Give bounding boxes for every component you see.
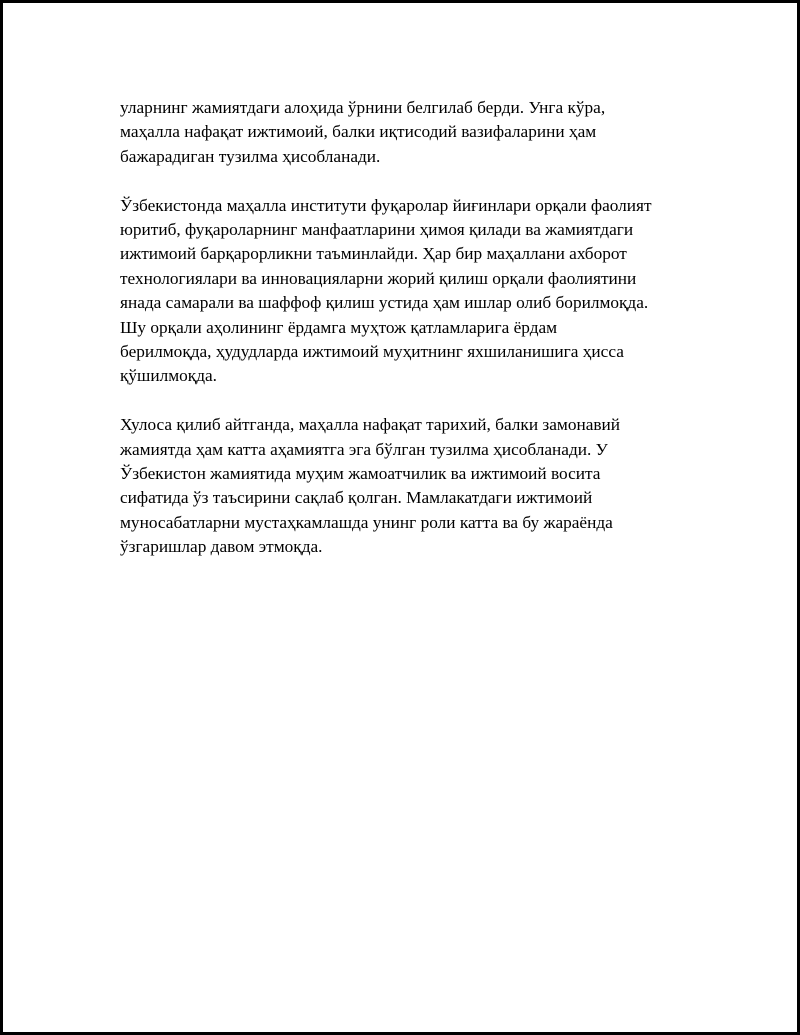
text-line: берилмоқда, ҳудудларда ижтимоий муҳитнинг яхшиланишига ҳисса [120,342,624,362]
text-line: технологиялари ва инновацияларни жорий қилиш орқали фаолиятини [120,268,637,288]
text-line: Хулоса қилиб айтганда, маҳалла нафақат тарихий, балки замонавий [120,415,621,435]
text-line: Шу орқали аҳолининг ёрдамга муҳтож қатламларига ёрдам [120,317,558,337]
text-line: қўшилмоқда. [120,366,217,386]
paragraph-2 [120,194,700,389]
text-line: Ўзбекистонда маҳалла институти фуқаролар йиғинлари орқали фаолият [120,195,652,215]
text-line: ўзгаришлар давом этмоқда. [120,537,323,557]
paragraph-3 [120,413,700,559]
text-line: жамиятда ҳам катта аҳамиятга эга бўлган тузилма ҳисобланади. У [120,439,608,459]
text-line: юритиб, фуқароларнинг манфаатларини ҳимоя қилади ва жамиятдаги [120,220,634,240]
text-line: янада самарали ва шаффоф қилиш устида ҳам ишлар олиб борилмоқда. [120,293,649,313]
text-line: ижтимоий барқарорликни таъминлайди. Ҳар бир маҳаллани ахборот [120,244,627,264]
text-line: сифатида ўз таъсирини сақлаб қолган. Мамлакатдаги ижтимоий [120,488,593,508]
text-line: бажарадиган тузилма ҳисобланади. [120,146,381,166]
text-line: уларнинг жамиятдаги алоҳида ўрнини белгилаб берди. Унга кўра, [120,98,606,117]
text-line: Ўзбекистон жамиятида муҳим жамоатчилик ва ижтимоий восита [120,464,601,484]
document-body [120,96,700,584]
text-line: маҳалла нафақат ижтимоий, балки иқтисодий вазифаларини ҳам [120,122,597,142]
text-line: муносабатларни мустаҳкамлашда унинг роли катта ва бу жараёнда [120,512,613,532]
paragraph-1 [120,96,700,169]
